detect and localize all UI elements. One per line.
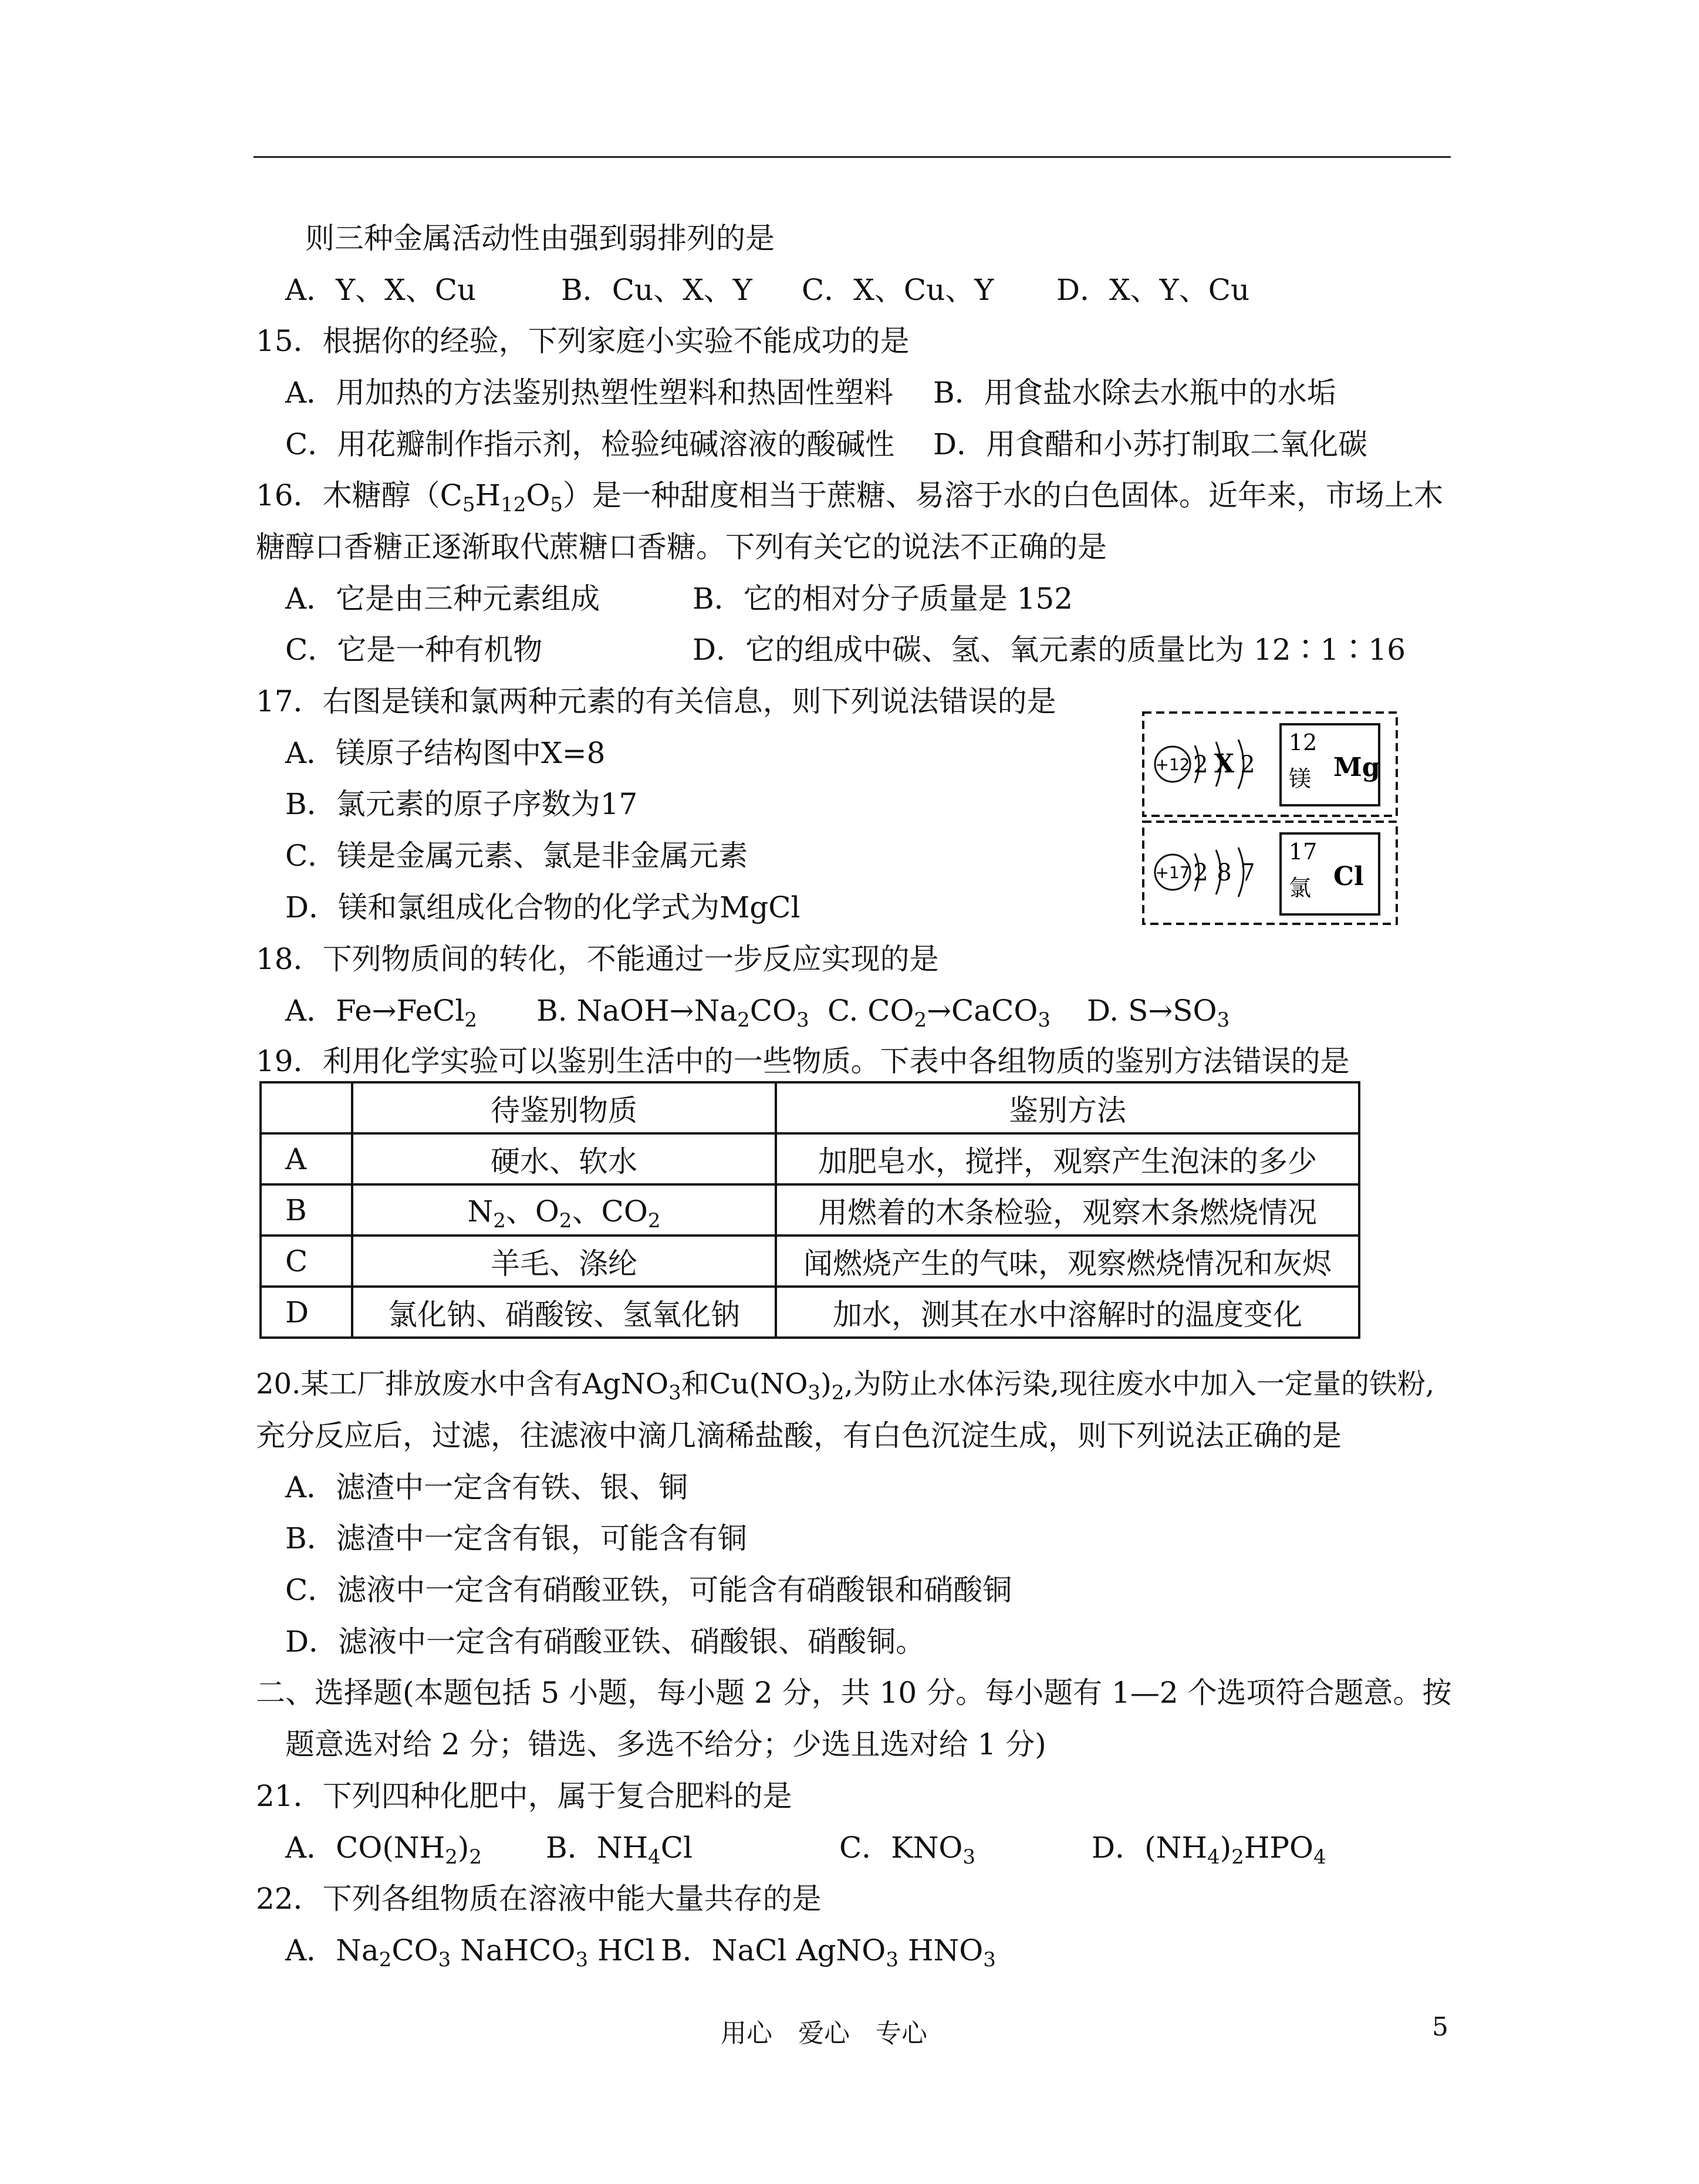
table-row (261, 1287, 1359, 1338)
mg-atomic-number: 12 (1289, 730, 1318, 755)
cl-shell-1: 2 (1193, 859, 1208, 886)
footer-motto: 用心 爱心 专心 (721, 2018, 927, 2048)
q17-option-b: B．氯元素的原子序数为17 (285, 787, 638, 821)
q19-stem: 19．利用化学实验可以鉴别生活中的一些物质。下表中各组物质的鉴别方法错误的是 (256, 1044, 1350, 1078)
q17-option-a: A．镁原子结构图中X=8 (285, 736, 606, 770)
q14-option-b: B．Cu、X、Y (561, 273, 752, 307)
row-items: $N_2$、$O_2$、$CO_2$ (352, 1184, 776, 1236)
row-method: 加肥皂水，搅拌，观察产生泡沫的多少 (776, 1133, 1359, 1184)
q16-option-b: B．它的相对分子质量是 152 (693, 582, 1073, 616)
q22-option-a: A．$Na_2CO_3$ NaHCO$_3$ HCl (285, 1933, 655, 1972)
q21-option-d: D．$(NH_4)_2HPO_4$ (1092, 1831, 1326, 1869)
row-items: 硬水、软水 (352, 1133, 776, 1184)
q17-stem: 17．右图是镁和氯两种元素的有关信息，则下列说法错误的是 (256, 684, 1056, 718)
q16-stem: 16．木糖醇$(C_5H_{12}O_5)$是一种甜度相当于蔗糖、易溶于水的白色固体。近年来，市场上木 (256, 478, 1444, 517)
identification-table (259, 1081, 1360, 1339)
q18-option-b: B. $NaOH\to Na_2CO_3$ (536, 994, 809, 1032)
row-label: D (261, 1287, 352, 1338)
row-method: 用燃着的木条检验，观察木条燃烧情况 (776, 1184, 1359, 1236)
q16-option-c: C．它是一种有机物 (285, 633, 543, 667)
q20-option-b: B．滤渣中一定含有银，可能含有铜 (285, 1521, 747, 1555)
q20-stem-line2: 充分反应后，过滤，往滤液中滴几滴稀盐酸，有白色沉淀生成，则下列说法正确的是 (256, 1419, 1342, 1453)
q17-option-c: C．镁是金属元素、氯是非金属元素 (285, 839, 748, 873)
q15-options-cd (285, 427, 1367, 462)
cl-atomic-number: 17 (1289, 839, 1318, 865)
mg-element-name: 镁 (1289, 766, 1312, 792)
q16-options-cd (285, 632, 1406, 667)
q14-option-a: A．Y、X、Cu (285, 273, 477, 307)
page-number: 5 (1432, 2012, 1448, 2042)
q14-options (285, 272, 1249, 308)
mg-shell-2: X (1214, 749, 1235, 779)
q22-options (285, 1933, 996, 1977)
q16-options-ab (285, 581, 1073, 616)
table-header-cell (261, 1082, 352, 1133)
q15-option-d: D．用食醋和小苏打制取二氧化碳 (933, 427, 1368, 461)
header-rule (254, 156, 1451, 158)
q21-option-a: A．$CO(NH_2)_2$ (285, 1831, 482, 1869)
row-label: C (261, 1236, 352, 1287)
q16-option-a: A．它是由三种元素组成 (285, 582, 600, 616)
q20-option-a: A．滤渣中一定含有铁、银、铜 (285, 1470, 688, 1504)
q15-option-a: A．用加热的方法鉴别热塑性塑料和热固性塑料 (285, 376, 894, 410)
row-label: B (261, 1184, 352, 1236)
q21-option-c: C．$KNO_3$ (839, 1831, 975, 1869)
q22-option-b: B．NaCl AgNO$_3$ $HNO_3$ (661, 1933, 996, 1972)
row-method: 加水，测其在水中溶解时的温度变化 (776, 1287, 1359, 1338)
q18-option-c: C. $CO_2\to CaCO_3$ (827, 994, 1051, 1032)
q20-option-c: C．滤液中一定含有硝酸亚铁，可能含有硝酸银和硝酸铜 (285, 1573, 1012, 1607)
table-row (261, 1133, 1359, 1184)
cl-element-symbol: Cl (1333, 862, 1364, 892)
table-row (261, 1184, 1359, 1236)
q18-options (285, 993, 1230, 1038)
q21-stem: 21．下列四种化肥中，属于复合肥料的是 (256, 1779, 792, 1813)
section2-heading: 二、选择题(本题包括 5 小题，每小题 2 分，共 10 分。每小题有 1—2 个选项符合题意。按 (256, 1676, 1452, 1710)
q15-options-ab (285, 375, 1336, 410)
mg-nucleus-charge: +12 (1155, 755, 1190, 774)
cl-shell-3: 7 (1240, 859, 1255, 886)
atom-structure-figure (1141, 709, 1399, 926)
section2-heading-line2: 题意选对给 2 分；错选、多选不给分；少选且选对给 1 分) (285, 1727, 1046, 1761)
row-items: 氯化钠、硝酸铵、氢氧化钠 (352, 1287, 776, 1338)
q20-stem: 20.某工厂排放废水中含有AgNO$_3$和$Cu(NO_3)_2$,为防止水体污染,现往废水中加入一定量的铁粉, (256, 1368, 1435, 1405)
mg-element-symbol: Mg (1333, 752, 1380, 782)
table-header-cell: 鉴别方法 (776, 1082, 1359, 1133)
q20-option-d: D．滤液中一定含有硝酸亚铁、硝酸银、硝酸铜。 (285, 1625, 926, 1659)
row-label: A (261, 1133, 352, 1184)
q14-stem: 则三种金属活动性由强到弱排列的是 (305, 221, 775, 255)
q16-option-d: D．它的组成中碳、氢、氧元素的质量比为 12∶1∶16 (693, 633, 1406, 667)
table-header-row (261, 1082, 1359, 1133)
q15-option-c: C．用花瓣制作指示剂，检验纯碱溶液的酸碱性 (285, 427, 895, 461)
q18-option-d: D. $S\to SO_3$ (1087, 994, 1230, 1032)
q14-option-c: C．X、Cu、Y (802, 273, 994, 307)
mg-shell-1: 2 (1193, 751, 1208, 778)
q21-option-b: B．$NH_4Cl$ (546, 1831, 693, 1869)
q15-stem: 15．根据你的经验，下列家庭小实验不能成功的是 (256, 324, 910, 358)
q17-option-d: D．镁和氯组成化合物的化学式为MgCl (285, 890, 800, 924)
q15-option-b: B．用食盐水除去水瓶中的水垢 (933, 376, 1336, 410)
row-items: 羊毛、涤纶 (352, 1236, 776, 1287)
table-header-cell: 待鉴别物质 (352, 1082, 776, 1133)
q18-option-a: A．Fe→FeCl$_2$ (285, 994, 477, 1032)
q14-option-d: D．X、Y、Cu (1056, 273, 1250, 307)
q16-stem-line2: 糖醇口香糖正逐渐取代蔗糖口香糖。下列有关它的说法不正确的是 (256, 530, 1107, 564)
q21-options (285, 1830, 1326, 1875)
row-method: 闻燃烧产生的气味，观察燃烧情况和灰烬 (776, 1236, 1359, 1287)
cl-shell-2: 8 (1217, 859, 1232, 886)
cl-nucleus-charge: +17 (1155, 863, 1190, 882)
cl-element-name: 氯 (1289, 875, 1312, 901)
table-row (261, 1236, 1359, 1287)
q18-stem: 18．下列物质间的转化，不能通过一步反应实现的是 (256, 942, 939, 976)
q22-stem: 22．下列各组物质在溶液中能大量共存的是 (256, 1882, 822, 1916)
mg-shell-3: 2 (1240, 751, 1255, 778)
